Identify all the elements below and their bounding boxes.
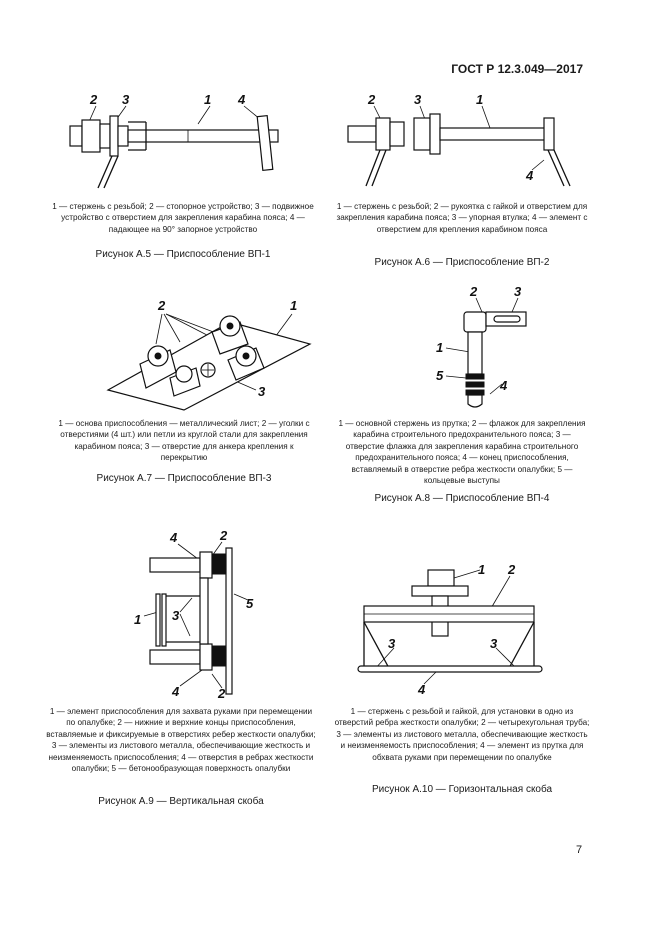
figure-a9-legend: 1 — элемент приспособления для захвата руками при перемещении по опалубке; 2 — нижние и верхние концы приспособления, вставляемые и фиксируемые в отверстиях ребер жесткости опалубки; 3 — элементы из листового металла, обеспечивающие жесткость и неизменяемость приспособления; 4 — отверстия в ребрах жесткости опалубки; 5 — бетонообразующая поверхность опалубки — [46, 707, 316, 774]
figure-a6-label-4: 4 — [526, 168, 534, 183]
figure-a6-label-1: 1 — [476, 92, 484, 107]
figure-a8-legend: 1 — основной стержень из прутка; 2 — флажок для закрепления карабина строительного предохранительного пояса; 3 — отверстие флажка для закрепления карабина строительного предохранительного пояса; 4 — конец приспособления, вставляемый в отверстие ребра жесткости опалубки; 5 — кольцевые выступы — [338, 419, 586, 486]
figure-a5-drawing — [58, 88, 308, 198]
page-number: 7 — [576, 844, 583, 856]
figure-a7-legend: 1 — основа приспособления — металлический лист; 2 — уголки с отверстиями (4 шт.) или петли из круглой стали для закрепления карабином пояса; 3 — отверстие для анкера крепления к перекрытию — [58, 419, 310, 463]
figure-a5-label-4: 4 — [238, 92, 246, 107]
figure-a10-legend: 1 — стержень с резьбой и гайкой, для установки в одно из отверстий ребра жесткости опалубки; 2 — четырехугольная труба; 3 — элементы из листового металла, обеспечивающие жесткость и неизменяемость приспособления; 4 — элемент из прутка для обхвата руками при перемещении по опалубке — [334, 707, 590, 762]
figure-a9-drawing — [130, 526, 270, 706]
figure-a8-label-2: 2 — [470, 284, 478, 299]
figure-a9-label-2-top: 2 — [220, 528, 228, 543]
figure-a10-label-4: 4 — [418, 682, 426, 697]
figure-a8-label-4: 4 — [500, 378, 508, 393]
figure-a5-label-3: 3 — [122, 92, 130, 107]
figure-a9-label-4-bottom: 4 — [172, 684, 180, 699]
figure-a9-label-2-bottom: 2 — [218, 686, 226, 701]
figure-a10-label-2: 2 — [508, 562, 516, 577]
figure-a5-legend: 1 — стержень с резьбой; 2 — стопорное устройство; 3 — подвижное устройство с отверстием для закрепления карабина пояса; 4 — падающее на 90° запорное устройство — [52, 202, 314, 234]
figure-a6-legend: 1 — стержень с резьбой; 2 — рукоятка с гайкой и отверстием для закрепления карабина пояса; 3 — упорная втулка; 4 — элемент с отверстием для крепления карабином пояса — [336, 202, 588, 234]
figure-a8-label-5: 5 — [436, 368, 444, 383]
figure-a8-drawing — [430, 282, 540, 412]
figure-a9-label-1: 1 — [134, 612, 142, 627]
figure-a7-drawing — [100, 292, 320, 412]
figure-a8-caption: Рисунок А.8 — Приспособление ВП-4 — [374, 493, 550, 504]
figure-a9 — [130, 526, 270, 706]
figure-a9-label-3: 3 — [172, 608, 180, 623]
figure-a10-label-1: 1 — [478, 562, 486, 577]
figure-a10-drawing — [350, 558, 550, 698]
figure-a7 — [100, 292, 320, 412]
figure-a5-label-2: 2 — [90, 92, 98, 107]
figure-a9-caption: Рисунок А.9 — Вертикальная скоба — [98, 796, 264, 807]
figure-a6-label-2: 2 — [368, 92, 376, 107]
figure-a7-label-3: 3 — [258, 384, 266, 399]
figure-a7-label-2: 2 — [158, 298, 166, 313]
figure-a9-label-4-top: 4 — [170, 530, 178, 545]
figure-a6-label-3: 3 — [414, 92, 422, 107]
figure-a7-caption: Рисунок А.7 — Приспособление ВП-3 — [96, 473, 272, 484]
figure-a8 — [430, 282, 540, 412]
figure-a10-caption: Рисунок А.10 — Горизонтальная скоба — [371, 784, 553, 795]
figure-a9-label-5: 5 — [246, 596, 254, 611]
figure-a10 — [350, 558, 550, 698]
figure-a6-drawing — [340, 88, 580, 200]
figure-a8-label-3: 3 — [514, 284, 522, 299]
figure-a5 — [58, 88, 308, 198]
figure-a8-label-1: 1 — [436, 340, 444, 355]
figure-a10-label-3-right: 3 — [490, 636, 498, 651]
figure-a5-caption: Рисунок А.5 — Приспособление ВП-1 — [95, 249, 271, 260]
figure-a6 — [340, 88, 580, 200]
document-header: ГОСТ Р 12.3.049—2017 — [451, 62, 583, 76]
figure-a5-label-1: 1 — [204, 92, 212, 107]
figure-a10-label-3-left: 3 — [388, 636, 396, 651]
figure-a7-label-1: 1 — [290, 298, 298, 313]
figure-a6-caption: Рисунок А.6 — Приспособление ВП-2 — [374, 257, 550, 268]
